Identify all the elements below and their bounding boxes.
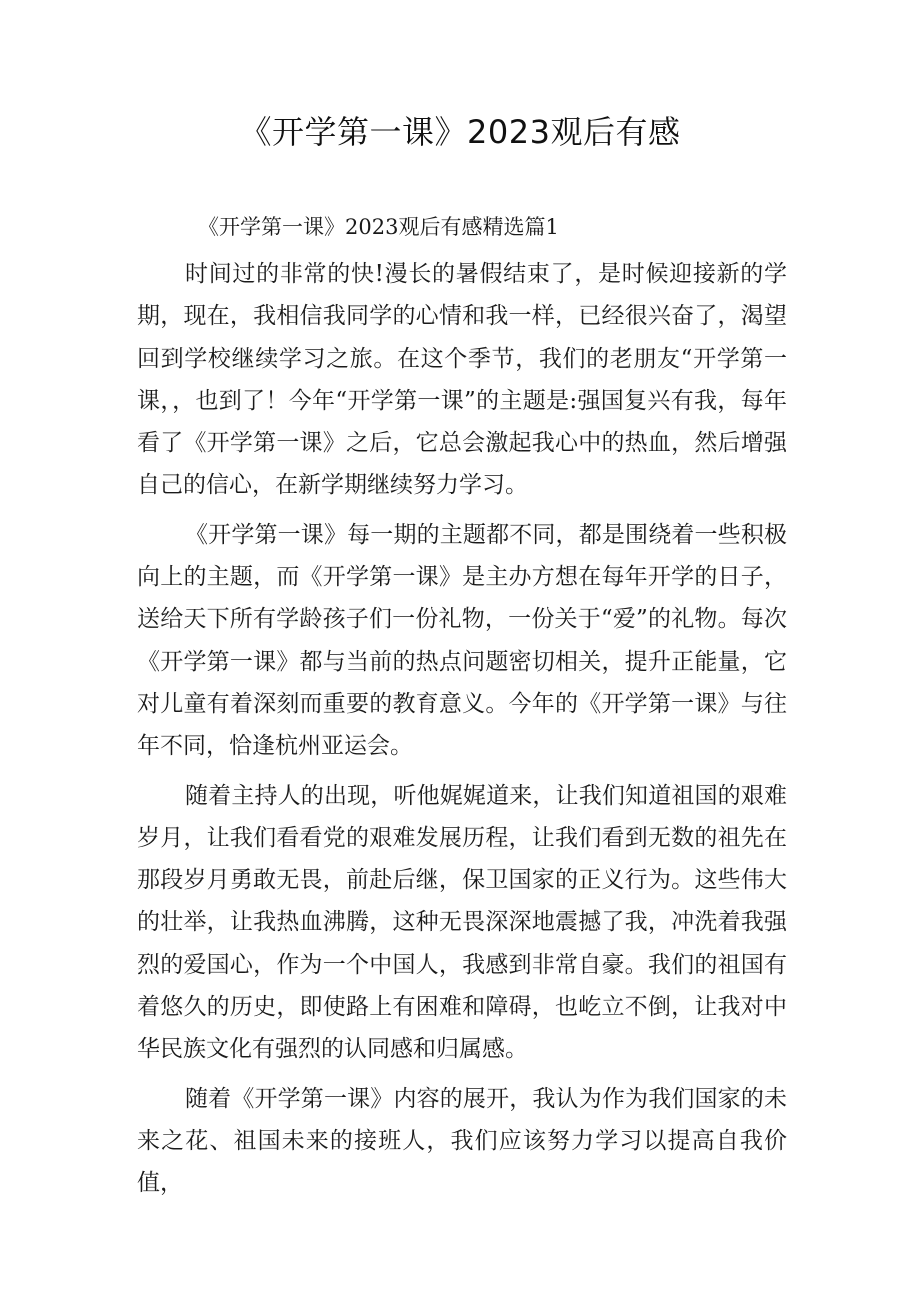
paragraph-2: 《开学第一课》每一期的主题都不同，都是围绕着一些积极向上的主题，而《开学第一课》是主办方想在每年开学的日子，送给天下所有学龄孩子们一份礼物，一份关于“爱”的礼物。每次《开学第一课》都与当前的热点问题密切相关，提升正能量，它对儿童有着深刻而重要的教育意义。今年的《开学第一课》与往年不同，恰逢杭州亚运会。 [137, 521, 787, 760]
paragraph-4: 随着《开学第一课》内容的展开，我认为作为我们国家的未来之花、祖国未来的接班人，我们应该努力学习以提高自我价值， [137, 1085, 787, 1197]
document-title: 《开学第一课》2023观后有感 [239, 113, 681, 151]
paragraph-3: 随着主持人的出现，听他娓娓道来，让我们知道祖国的艰难岁月，让我们看看党的艰难发展历程，让我们看到无数的祖先在那段岁月勇敢无畏，前赴后继，保卫国家的正义行为。这些伟大的壮举，让我热血沸腾，这种无畏深深地震撼了我，冲洗着我强烈的爱国心，作为一个中国人，我感到非常自豪。我们的祖国有着悠久的历史，即使路上有困难和障碍，也屹立不倒，让我对中华民族文化有强烈的认同感和归属感。 [137, 782, 787, 1063]
paragraph-1: 时间过的非常的快!漫长的暑假结束了，是时候迎接新的学期，现在，我相信我同学的心情和我一样，已经很兴奋了，渴望回到学校继续学习之旅。在这个季节，我们的老朋友“开学第一课，，也到了！今年“开学第一课”的主题是:强国复兴有我，每年看了《开学第一课》之后，它总会激起我心中的热血，然后增强自己的信心，在新学期继续努力学习。 [137, 261, 787, 499]
document-body [137, 253, 787, 1205]
document-subtitle: 《开学第一课》2023观后有感精选篇1 [198, 215, 559, 239]
